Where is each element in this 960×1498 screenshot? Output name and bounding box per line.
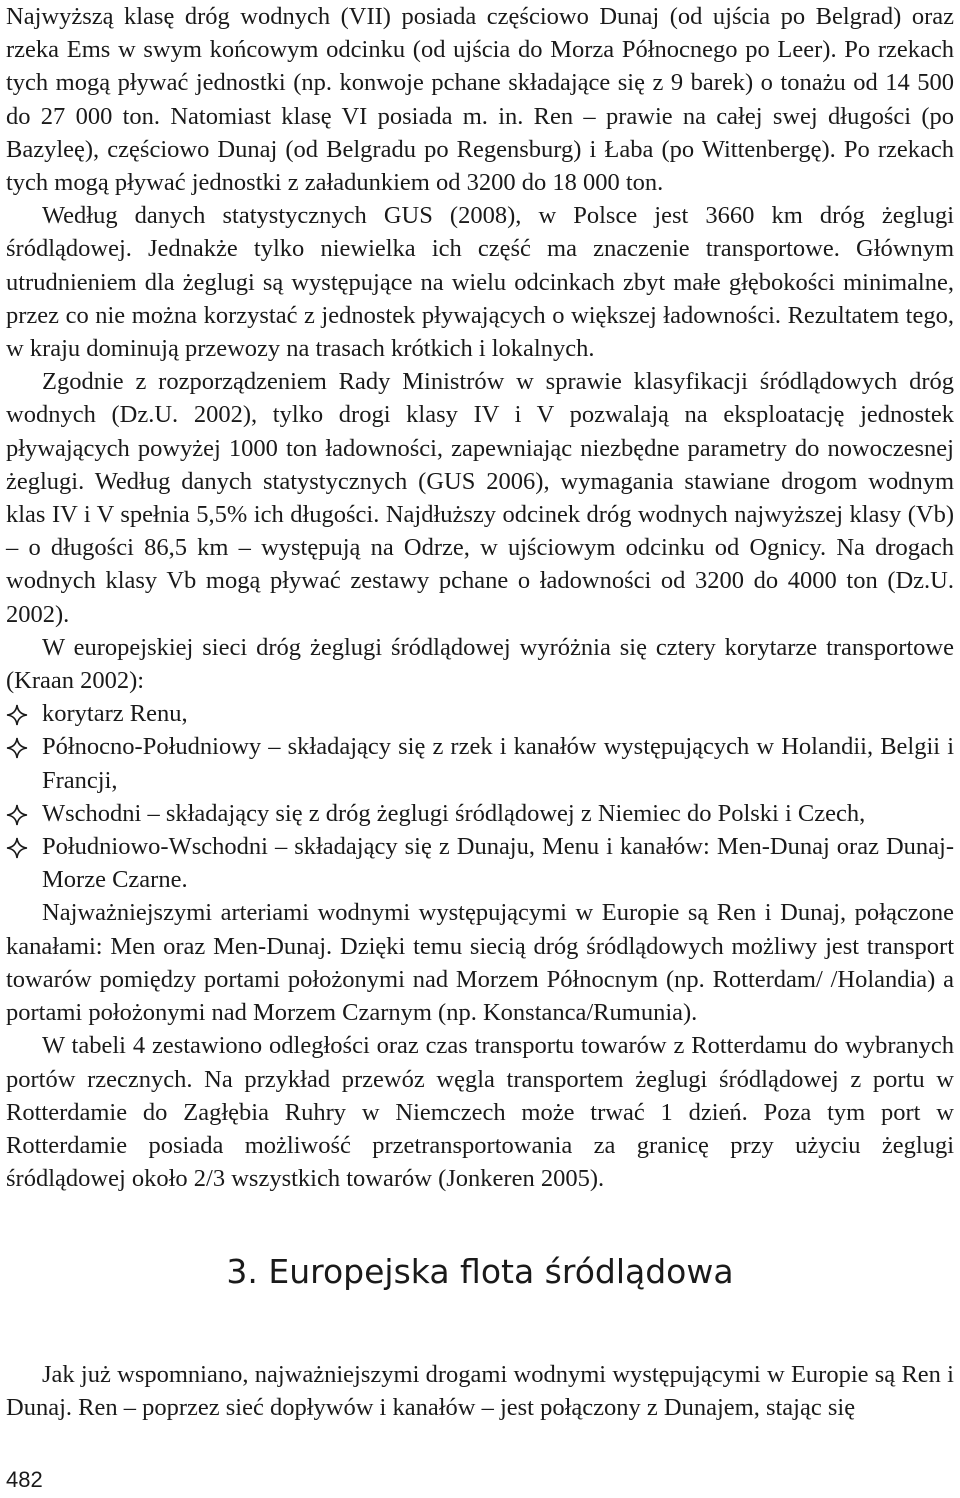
list-item-text: Południowo-Wschodni – składający się z Dunaju, Menu i kanałów: Men-Dunaj oraz Dunaj-Morze Czarne.: [42, 833, 954, 894]
list-item-text: korytarz Renu,: [42, 700, 188, 728]
list-item-text: Wschodni – składający się z dróg żeglugi śródlądowej z Niemiec do Polski i Czech,: [42, 799, 866, 827]
four-point-star-outline-icon: [6, 704, 28, 726]
paragraph-gus-2008: Według danych statystycznych GUS (2008), w Polsce jest 3660 km dróg żeglugi śródlądowej. Jednakże tylko niewielka ich część ma znaczenie transportowe. Głównym utrudnieniem dla żeglugi są występujące na wielu odcinkach zbyt małe głębokości minimalne, przez co nie można korzystać z jednostek pływających o większej ładowności. Rezultatem tego, w kraju dominują przewozy na trasach krótkich i lokalnych.: [6, 202, 954, 363]
paragraph-regulation: Zgodnie z rozporządzeniem Rady Ministrów w sprawie klasyfikacji śródlądowych dróg wodnych (Dz.U. 2002), tylko drogi klasy IV i V pozwalają na eksploatację jednostek pływających powyżej 1000 ton ładowności, zapewniając niezbędne parametry do nowoczesnej żeglugi. Według danych statystycznych (GUS 2006), wymagania stawiane drogom wodnym klas IV i V spełnia 5,5% ich długości. Najdłuższy odcinek dróg wodnych najwyższej klasy (Vb) – o długości 86,5 km – występują na Odrze, w ujściowym odcinku od Ognicy. Na drogach wodnych klasy Vb mogą pływać zestawy pchane o ładowności od 3200 do 4000 ton (Dz.U. 2002).: [6, 368, 954, 628]
section-heading: 3. Europejska flota śródlądowa: [226, 1252, 734, 1291]
paragraph-corridors-intro: W europejskiej sieci dróg żeglugi śródlądowej wyróżnia się cztery korytarze transportowe (Kraan 2002):: [6, 633, 954, 695]
paragraph-continuation: Najwyższą klasę dróg wodnych (VII) posiada częściowo Dunaj (od ujścia po Belgrad) oraz rzeka Ems w swym końcowym odcinku (od ujścia do Morza Północnego po Leer). Po rzekach tych mogą pływać jednostki (np. konwoje pchane składające się z 9 barek) o tonażu od 14 500 do 27 000 ton. Natomiast klasę VI posiada m. in. Ren – prawie na całej swej długości (po Bazyleę), częściowo Dunaj (od Belgradu po Regensburg) i Łaba (po Wittenbergę). Po rzekach tych mogą pływać jednostki z załadunkiem od 3200 do 18 000 ton.: [6, 3, 954, 197]
paragraph-section-intro: Jak już wspomniano, najważniejszymi drogami wodnymi występującymi w Europie są Ren i Dunaj. Ren – poprzez sieć dopływów i kanałów – jest połączony z Dunajem, stając się: [6, 1361, 954, 1422]
page-body: [6, 0, 954, 1195]
list-item: [6, 830, 954, 896]
four-point-star-outline-icon: [6, 804, 28, 826]
page-number: 482: [6, 1467, 43, 1492]
list-item: [6, 697, 954, 730]
list-item: [6, 730, 954, 796]
four-point-star-outline-icon: [6, 837, 28, 859]
four-point-star-outline-icon: [6, 737, 28, 759]
paragraph-table-4: W tabeli 4 zestawiono odległości oraz czas transportu towarów z Rotterdamu do wybranych portów rzecznych. Na przykład przewóz węgla transportem żeglugi śródlądowej z portu w Rotterdamie do Zagłębia Ruhry w Niemczech może trwać 1 dzień. Poza tym port w Rotterdamie posiada możliwość przetransportowania za granicę przy użyciu żeglugi śródlądowej około 2/3 wszystkich towarów (Jonkeren 2005).: [6, 1032, 954, 1193]
corridor-list: [6, 697, 954, 896]
list-item: [6, 797, 954, 830]
list-item-text: Północno-Południowy – składający się z rzek i kanałów występujących w Holandii, Belgii i Francji,: [42, 733, 954, 794]
paragraph-main-arteries: Najważniejszymi arteriami wodnymi występującymi w Europie są Ren i Dunaj, połączone kanałami: Men oraz Men-Dunaj. Dzięki temu siecią dróg śródlądowych możliwy jest transport towarów pomiędzy portami położonymi nad Morzem Północnym (np. Rotterdam/ /Holandia) a portami położonymi nad Morzem Czarnym (np. Konstanca/Rumunia).: [6, 899, 954, 1027]
